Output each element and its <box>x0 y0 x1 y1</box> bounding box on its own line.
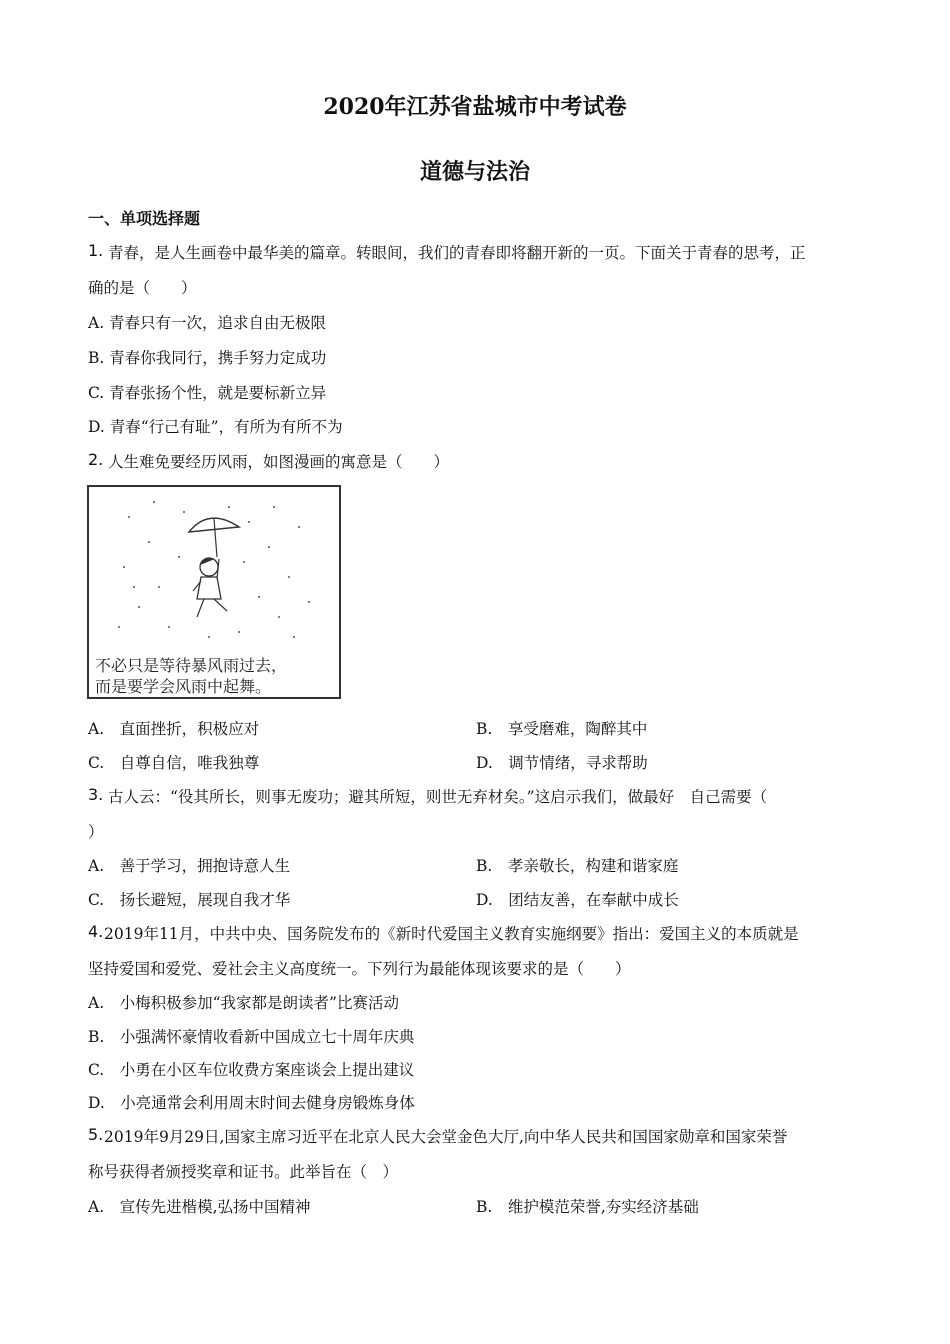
section-heading: 一、单项选择题 <box>88 209 201 228</box>
option-c: C. 扬长避短，展现自我才华 <box>88 891 291 909</box>
option-b: B. 孝亲敬长，构建和谐家庭 <box>476 857 679 875</box>
option-d: D. 青春“行己有耻”，有所为有所不为 <box>88 418 343 436</box>
cartoon-image <box>87 485 341 699</box>
question-number: 1. <box>88 241 104 260</box>
question-text: 称号获得者颁授奖章和证书。此举旨在（ ） <box>88 1163 399 1181</box>
option-a: A. 青春只有一次，追求自由无极限 <box>88 314 327 332</box>
option-a: A. 小梅积极参加“我家都是朗读者”比赛活动 <box>88 994 399 1012</box>
option-a: A. 善于学习，拥抱诗意人生 <box>88 857 291 875</box>
option-d: D. 团结友善，在奉献中成长 <box>476 891 679 909</box>
option-a: A. 宣传先进楷模,弘扬中国精神 <box>88 1198 311 1216</box>
question-text: 2019年9月29日,国家主席习近平在北京人民大会堂金色大厅,向中华人民共和国国家勋章和国家荣誉 <box>104 1128 788 1146</box>
question-text: 人生难免要经历风雨，如图漫画的寓意是（ ） <box>108 453 450 471</box>
question-number: 2. <box>88 450 104 469</box>
option-c: C. 自尊自信，唯我独尊 <box>88 754 260 772</box>
option-b: B. 维护模范荣誉,夯实经济基础 <box>476 1198 699 1216</box>
question-text: 青春，是人生画卷中最华美的篇章。转眼间，我们的青春即将翻开新的一页。下面关于青春的思考，正 <box>108 244 806 262</box>
question-number: 5. <box>88 1125 104 1144</box>
question-text: 坚持爱国和爱党、爱社会主义高度统一。下列行为最能体现该要求的是（ ） <box>88 960 631 978</box>
page-title: 2020年江苏省盐城市中考试卷 <box>323 94 627 120</box>
question-text: 古人云：“役其所长，则事无废功；避其所短，则世无弃材矣。”这启示我们，做最好 自己需要（ <box>108 788 768 806</box>
question-text: 确的是（ ） <box>88 279 197 297</box>
page-subtitle: 道德与法治 <box>419 159 530 185</box>
cartoon-caption-line1: 不必只是等待暴风雨过去， <box>95 656 288 675</box>
option-b: B. 享受磨难，陶醉其中 <box>476 720 648 738</box>
question-number: 4. <box>88 922 104 941</box>
option-b: B. 青春你我同行，携手努力定成功 <box>88 349 327 367</box>
option-c: C. 青春张扬个性，就是要标新立异 <box>88 384 327 402</box>
option-a: A. 直面挫折，积极应对 <box>88 720 260 738</box>
question-text: ） <box>88 823 104 841</box>
question-number: 3. <box>88 785 104 804</box>
option-c: C. 小勇在小区车位收费方案座谈会上提出建议 <box>88 1061 415 1079</box>
question-text: 2019年11月，中共中央、国务院发布的《新时代爱国主义教育实施纲要》指出：爱国主义的本质就是 <box>104 925 799 943</box>
option-d: D. 调节情绪，寻求帮助 <box>476 754 648 772</box>
cartoon-caption-line2: 而是要学会风雨中起舞。 <box>95 677 272 696</box>
option-b: B. 小强满怀豪情收看新中国成立七十周年庆典 <box>88 1028 415 1046</box>
option-d: D. 小亮通常会利用周末时间去健身房锻炼身体 <box>88 1094 415 1112</box>
